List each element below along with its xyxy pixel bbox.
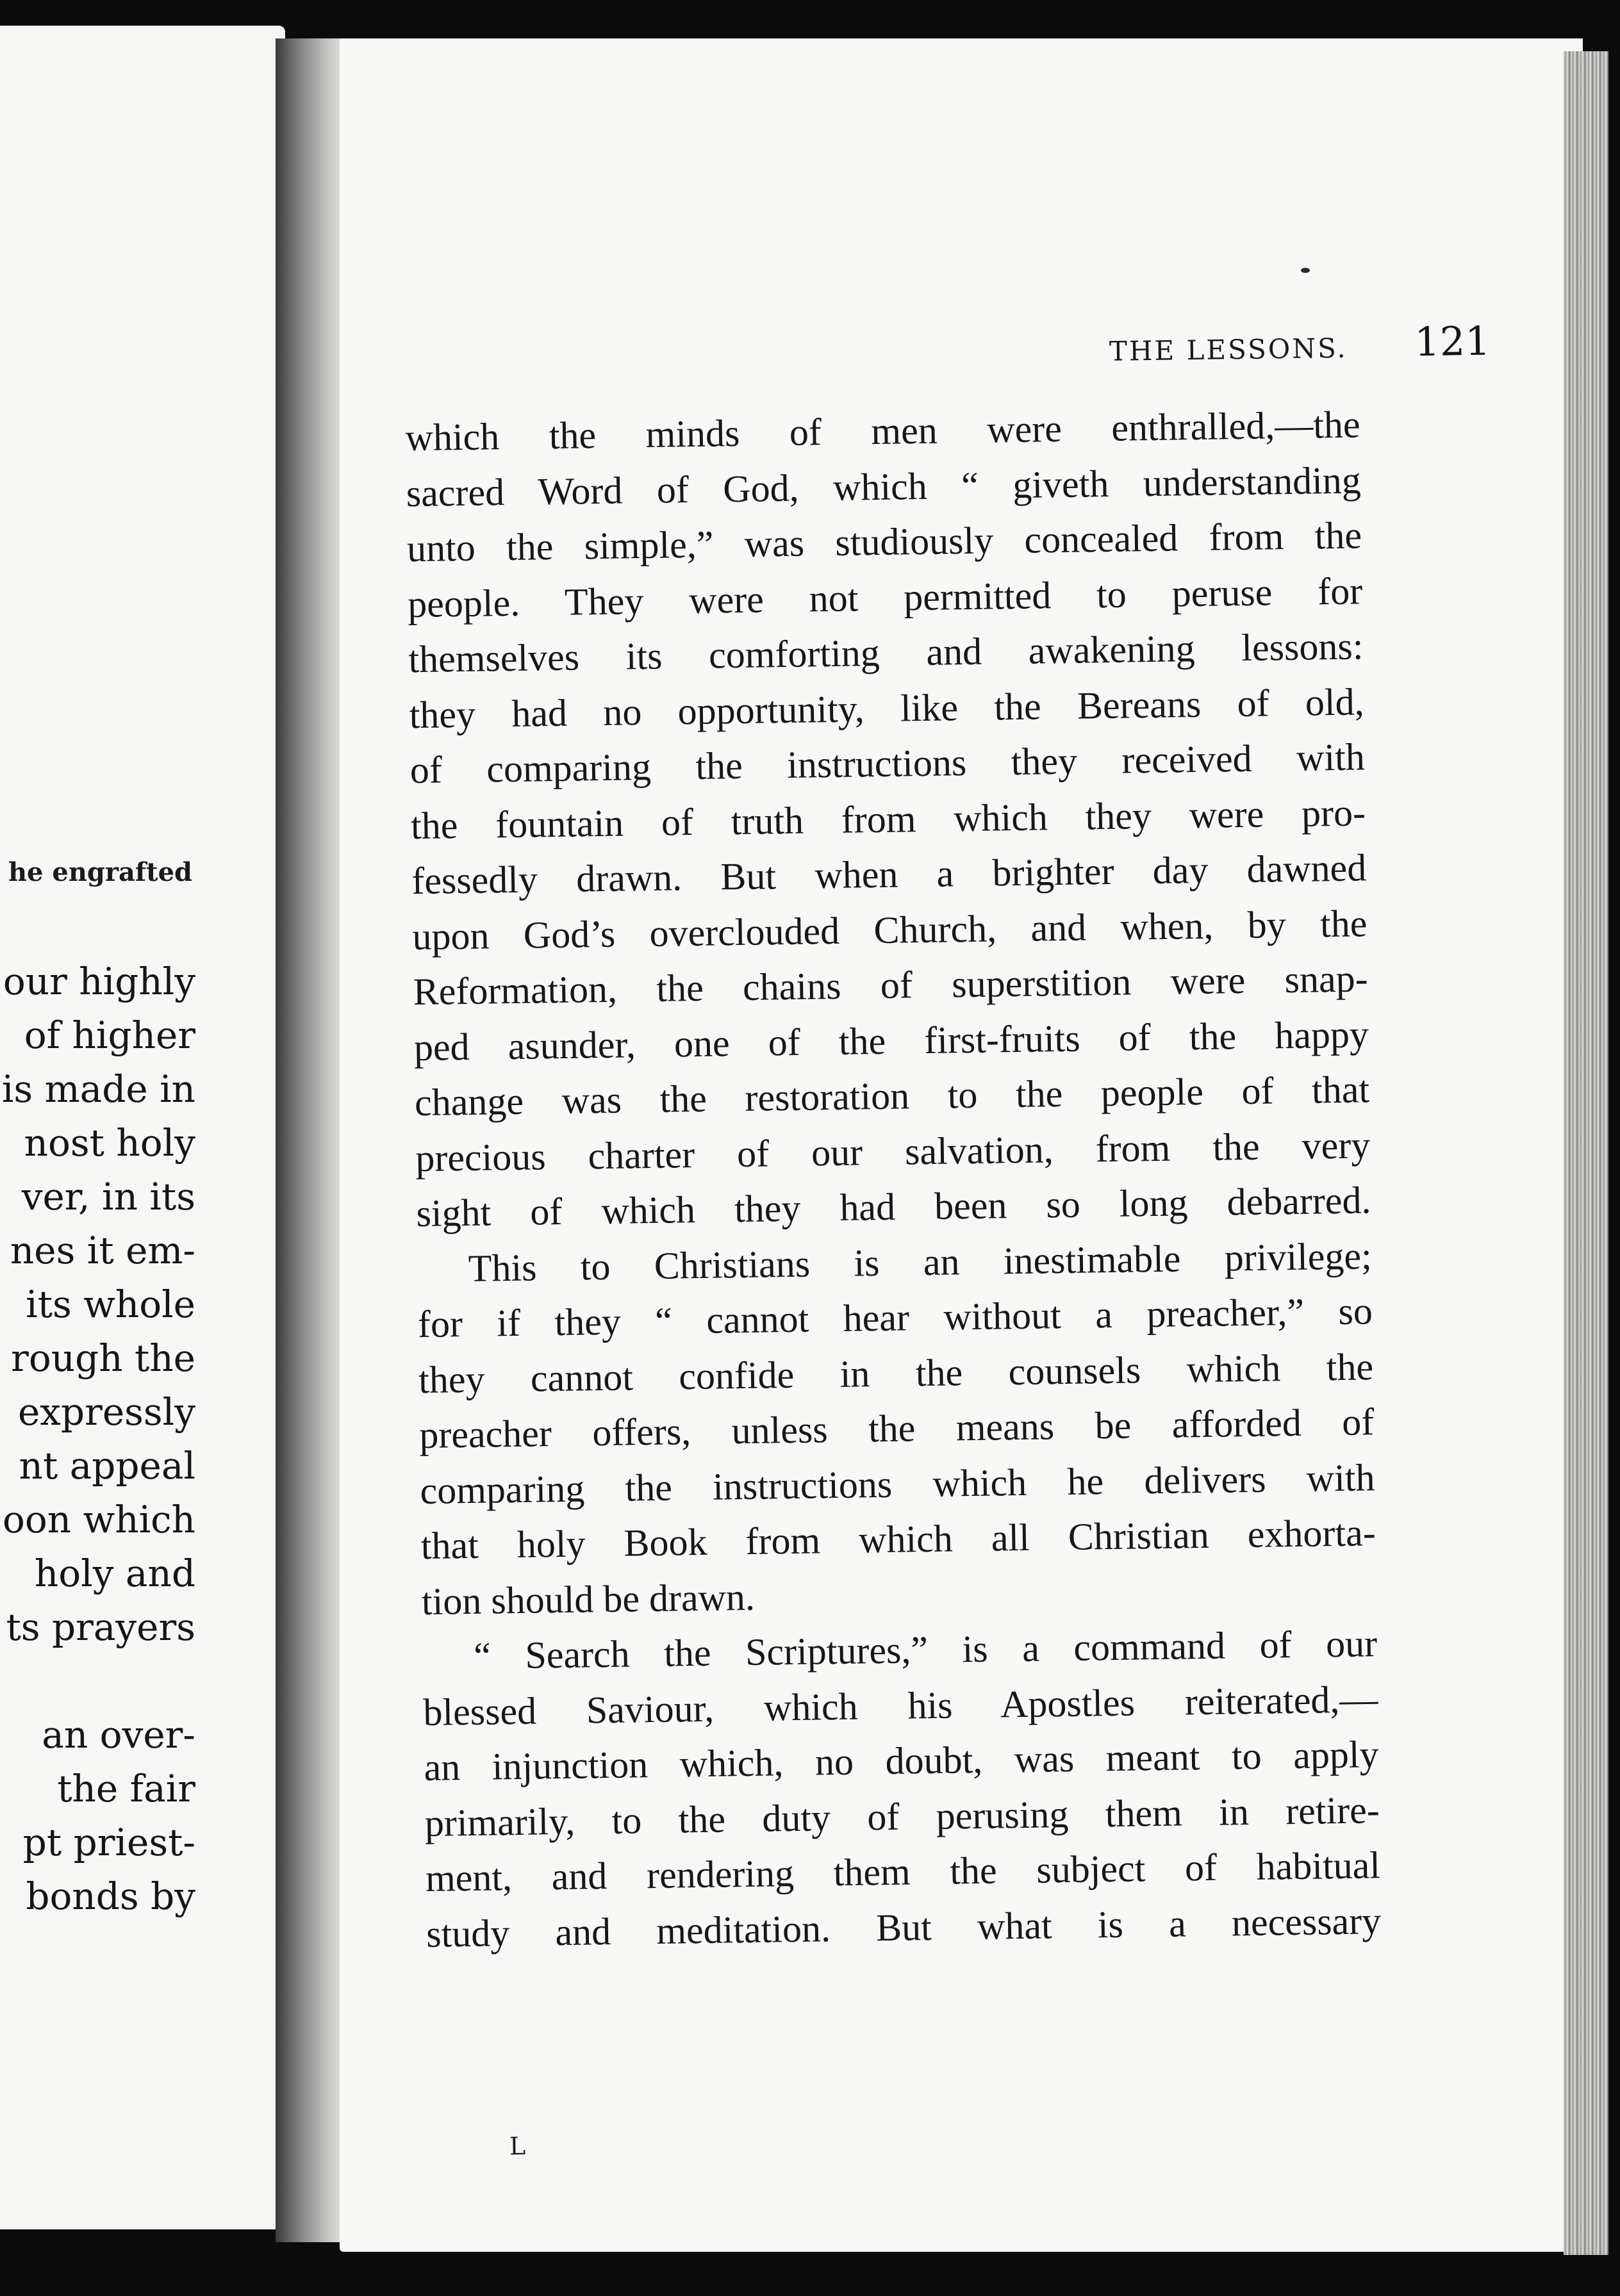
- left-page-line: an over-: [42, 1713, 195, 1757]
- running-header: [753, 306, 1583, 395]
- left-page-line: nes it em-: [10, 1229, 195, 1272]
- text-line: comparing the instructions which he delivers with: [420, 1456, 1375, 1512]
- left-page-text: [0, 955, 195, 1923]
- scan-background-top: [340, 0, 1620, 38]
- running-title: THE LESSONS.: [1109, 332, 1348, 367]
- text-line: people. They were not permitted to peruse for: [407, 569, 1363, 625]
- paragraph: [417, 1228, 1376, 1629]
- paragraph: [405, 397, 1371, 1241]
- left-page-line: oon which: [2, 1498, 195, 1541]
- left-page-line: bonds by: [26, 1874, 195, 1918]
- left-page-line: ts prayers: [6, 1605, 195, 1649]
- text-line: unto the simple,” was studiously concealed from the: [406, 514, 1362, 570]
- left-page-line: rough the: [11, 1336, 195, 1380]
- page-text-block: [340, 38, 1583, 2252]
- text-line: that holy Book from which all Christian exhorta-: [420, 1511, 1376, 1568]
- text-line: ped asunder, one of the first-fruits of the happy: [413, 1012, 1369, 1069]
- left-page-line: nost holy: [24, 1121, 195, 1165]
- left-page-line: nt appeal: [19, 1444, 195, 1488]
- text-line: of comparing the instructions they received with: [409, 735, 1366, 792]
- left-page-line: of higher: [24, 1013, 195, 1057]
- text-line: sight of which they had been so long debarred.: [416, 1179, 1371, 1235]
- left-page-line: pt priest-: [22, 1821, 195, 1864]
- text-line: study and meditation. But what is a necessary: [426, 1899, 1382, 1955]
- left-page-line: the fair: [57, 1767, 195, 1810]
- text-line: precious charter of our salvation, from the very: [415, 1123, 1371, 1179]
- left-page-header-fragment: he engrafted: [8, 857, 192, 887]
- text-line: themselves its comforting and awakening lessons:: [408, 625, 1364, 681]
- scan-speck: [1301, 268, 1310, 273]
- text-line: blessed Saviour, which his Apostles reiterated,—: [422, 1677, 1378, 1734]
- text-line: This to Christians is an inestimable privilege;: [468, 1234, 1373, 1290]
- text-line: “ Search the Scriptures,” is a command of our: [473, 1622, 1378, 1677]
- page-number: 121: [1414, 317, 1491, 366]
- text-line: for if they “ cannot hear without a preacher,” so: [417, 1290, 1373, 1346]
- left-page-line: holy and: [34, 1552, 195, 1595]
- left-page-line: its whole: [26, 1283, 195, 1326]
- left-page-line: is made in: [1, 1067, 195, 1111]
- text-line: fessedly drawn. But when a brighter day dawned: [411, 846, 1367, 903]
- page-edges: [1564, 51, 1608, 2255]
- text-line: upon God’s overclouded Church, and when, by the: [412, 901, 1368, 958]
- text-line: the fountain of truth from which they were pro-: [410, 791, 1366, 847]
- text-line: primarily, to the duty of perusing them in retire-: [424, 1788, 1380, 1844]
- text-line: Reformation, the chains of superstition were snap-: [413, 957, 1369, 1013]
- right-page: [340, 38, 1583, 2252]
- left-page-line: expressly: [17, 1390, 195, 1434]
- text-line: change was the restoration to the people of that: [414, 1068, 1370, 1124]
- text-line: preacher offers, unless the means be afforded of: [418, 1400, 1375, 1457]
- text-line: sacred Word of God, which “ giveth understanding: [406, 458, 1362, 514]
- signature-mark: L: [509, 2131, 526, 2161]
- left-page: [0, 26, 285, 2229]
- body-text: [405, 397, 1382, 1962]
- text-line: an injunction which, no doubt, was meant to apply: [424, 1733, 1379, 1789]
- text-line: ment, and rendering them the subject of habitual: [425, 1844, 1381, 1900]
- text-line: they cannot confide in the counsels which the: [418, 1345, 1374, 1401]
- paragraph: [422, 1616, 1382, 1962]
- left-page-line: our highly: [3, 960, 195, 1003]
- text-line: tion should be drawn.: [421, 1575, 756, 1623]
- left-page-line: ver, in its: [21, 1175, 195, 1218]
- text-line: which the minds of men were enthralled,—the: [405, 403, 1360, 459]
- text-line: they had no opportunity, like the Bereans of old,: [409, 680, 1365, 736]
